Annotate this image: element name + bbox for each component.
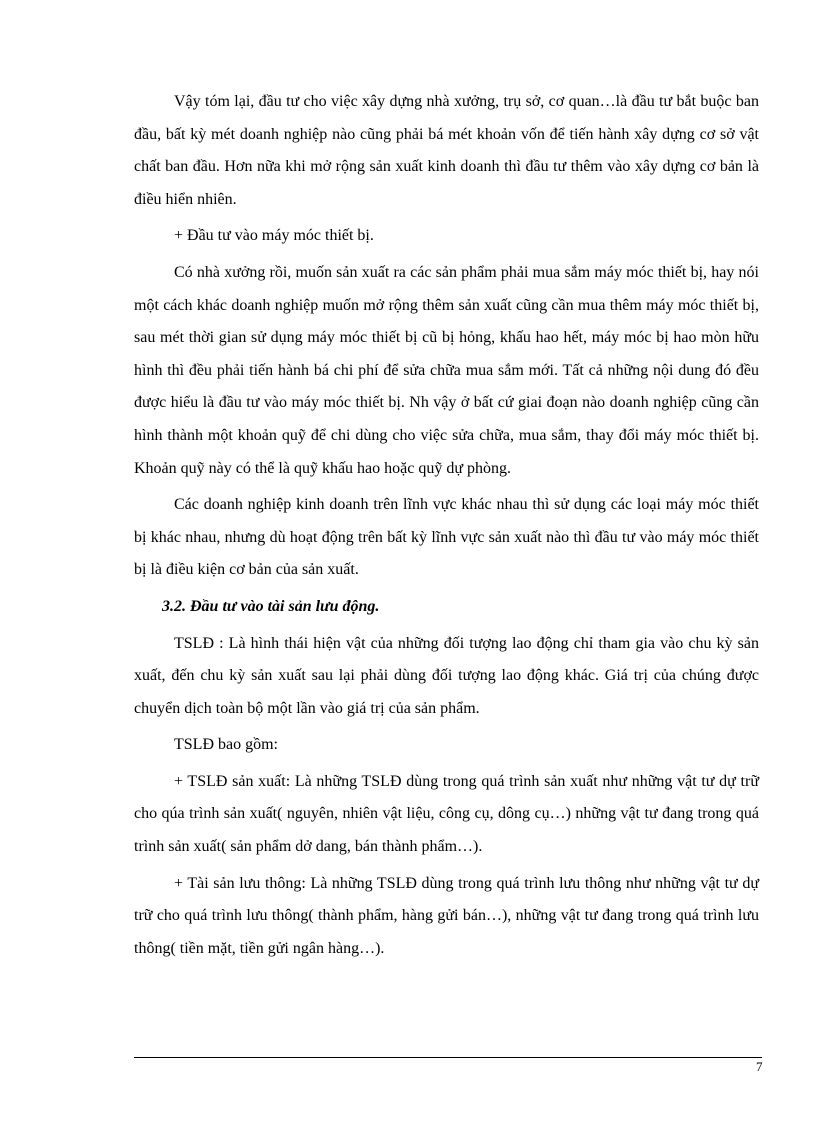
- paragraph-summary: Vậy tóm lại, đầu tư cho việc xây dựng nhà xưởng, trụ sở, cơ quan…là đầu tư bắt buộc ban đầu, bất kỳ mét doanh nghiệp nào cũng phải bá mét khoản vốn để tiến hành xây dựng cơ sở vật chất ban đầu. Hơn nữa khi mở rộng sản xuất kinh doanh thì đầu tư thêm vào xây dựng cơ bản là điều hiển nhiên.: [134, 93, 759, 208]
- footer-divider: [134, 1057, 762, 1058]
- paragraph-tsld-includes: TSLĐ bao gồm:: [174, 736, 278, 754]
- paragraph-equipment-conclusion: Các doanh nghiệp kinh doanh trên lĩnh vực khác nhau thì sử dụng các loại máy móc thiết bị khác nhau, nhưng dù hoạt động trên bất kỳ lĩnh vực sản xuất nào thì đầu tư vào máy móc thiết bị là điều kiện cơ bản của sản xuất.: [134, 496, 759, 579]
- section-heading: 3.2. Đầu tư vào tài sản lưu động.: [162, 597, 380, 615]
- paragraph-tsld-circulation: + Tài sản lưu thông: Là những TSLĐ dùng trong quá trình lưu thông như những vật tư dự trữ cho quá trình lưu thông( thành phẩm, hàng gửi bán…), những vật tư đang trong quá trình lưu thông( tiền mặt, tiền gửi ngân hàng…).: [134, 874, 759, 957]
- paragraph-tsld-production: + TSLĐ sản xuất: Là những TSLĐ dùng trong quá trình sản xuất như những vật tư dự trữ cho qúa trình sản xuất( nguyên, nhiên vật liệu, công cụ, dông cụ…) những vật tư đang trong quá trình sản xuất( sản phẩm dở dang, bán thành phẩm…).: [134, 772, 759, 856]
- document-page: [134, 86, 759, 965]
- paragraph-tsld-definition: TSLĐ : Là hình thái hiện vật của những đối tượng lao động chỉ tham gia vào chu kỳ sản xuất, đến chu kỳ sản xuất sau lại phải dùng đối tượng lao động khác. Giá trị của chúng được chuyển dịch toàn bộ một lần vào giá trị của sản phẩm.: [134, 634, 759, 717]
- page-number: 7: [756, 1059, 763, 1074]
- paragraph-equipment-heading: + Đầu tư vào máy móc thiết bị.: [174, 227, 374, 245]
- paragraph-equipment: Có nhà xưởng rồi, muốn sản xuất ra các sản phẩm phải mua sắm máy móc thiết bị, hay nói một cách khác doanh nghiệp muốn mở rộng thêm sản xuất cũng cần mua thêm máy móc thiết bị, sau mét thời gian sử dụng máy móc thiết bị cũ bị hỏng, khấu hao hết, máy móc bị hao mòn hữu hình thì đều phải tiến hành bá chi phí để sửa chữa mua sắm mới. Tất cả những nội dung đó đều được hiểu là đầu tư vào máy móc thiết bị. Nh vậy ở bất cứ giai đoạn nào doanh nghiệp cũng cần hình thành một khoản quỹ để chi dùng cho việc sửa chữa, mua sắm, thay đổi máy móc thiết bị. Khoản quỹ này có thể là quỹ khấu hao hoặc quỹ dự phòng.: [134, 263, 759, 477]
